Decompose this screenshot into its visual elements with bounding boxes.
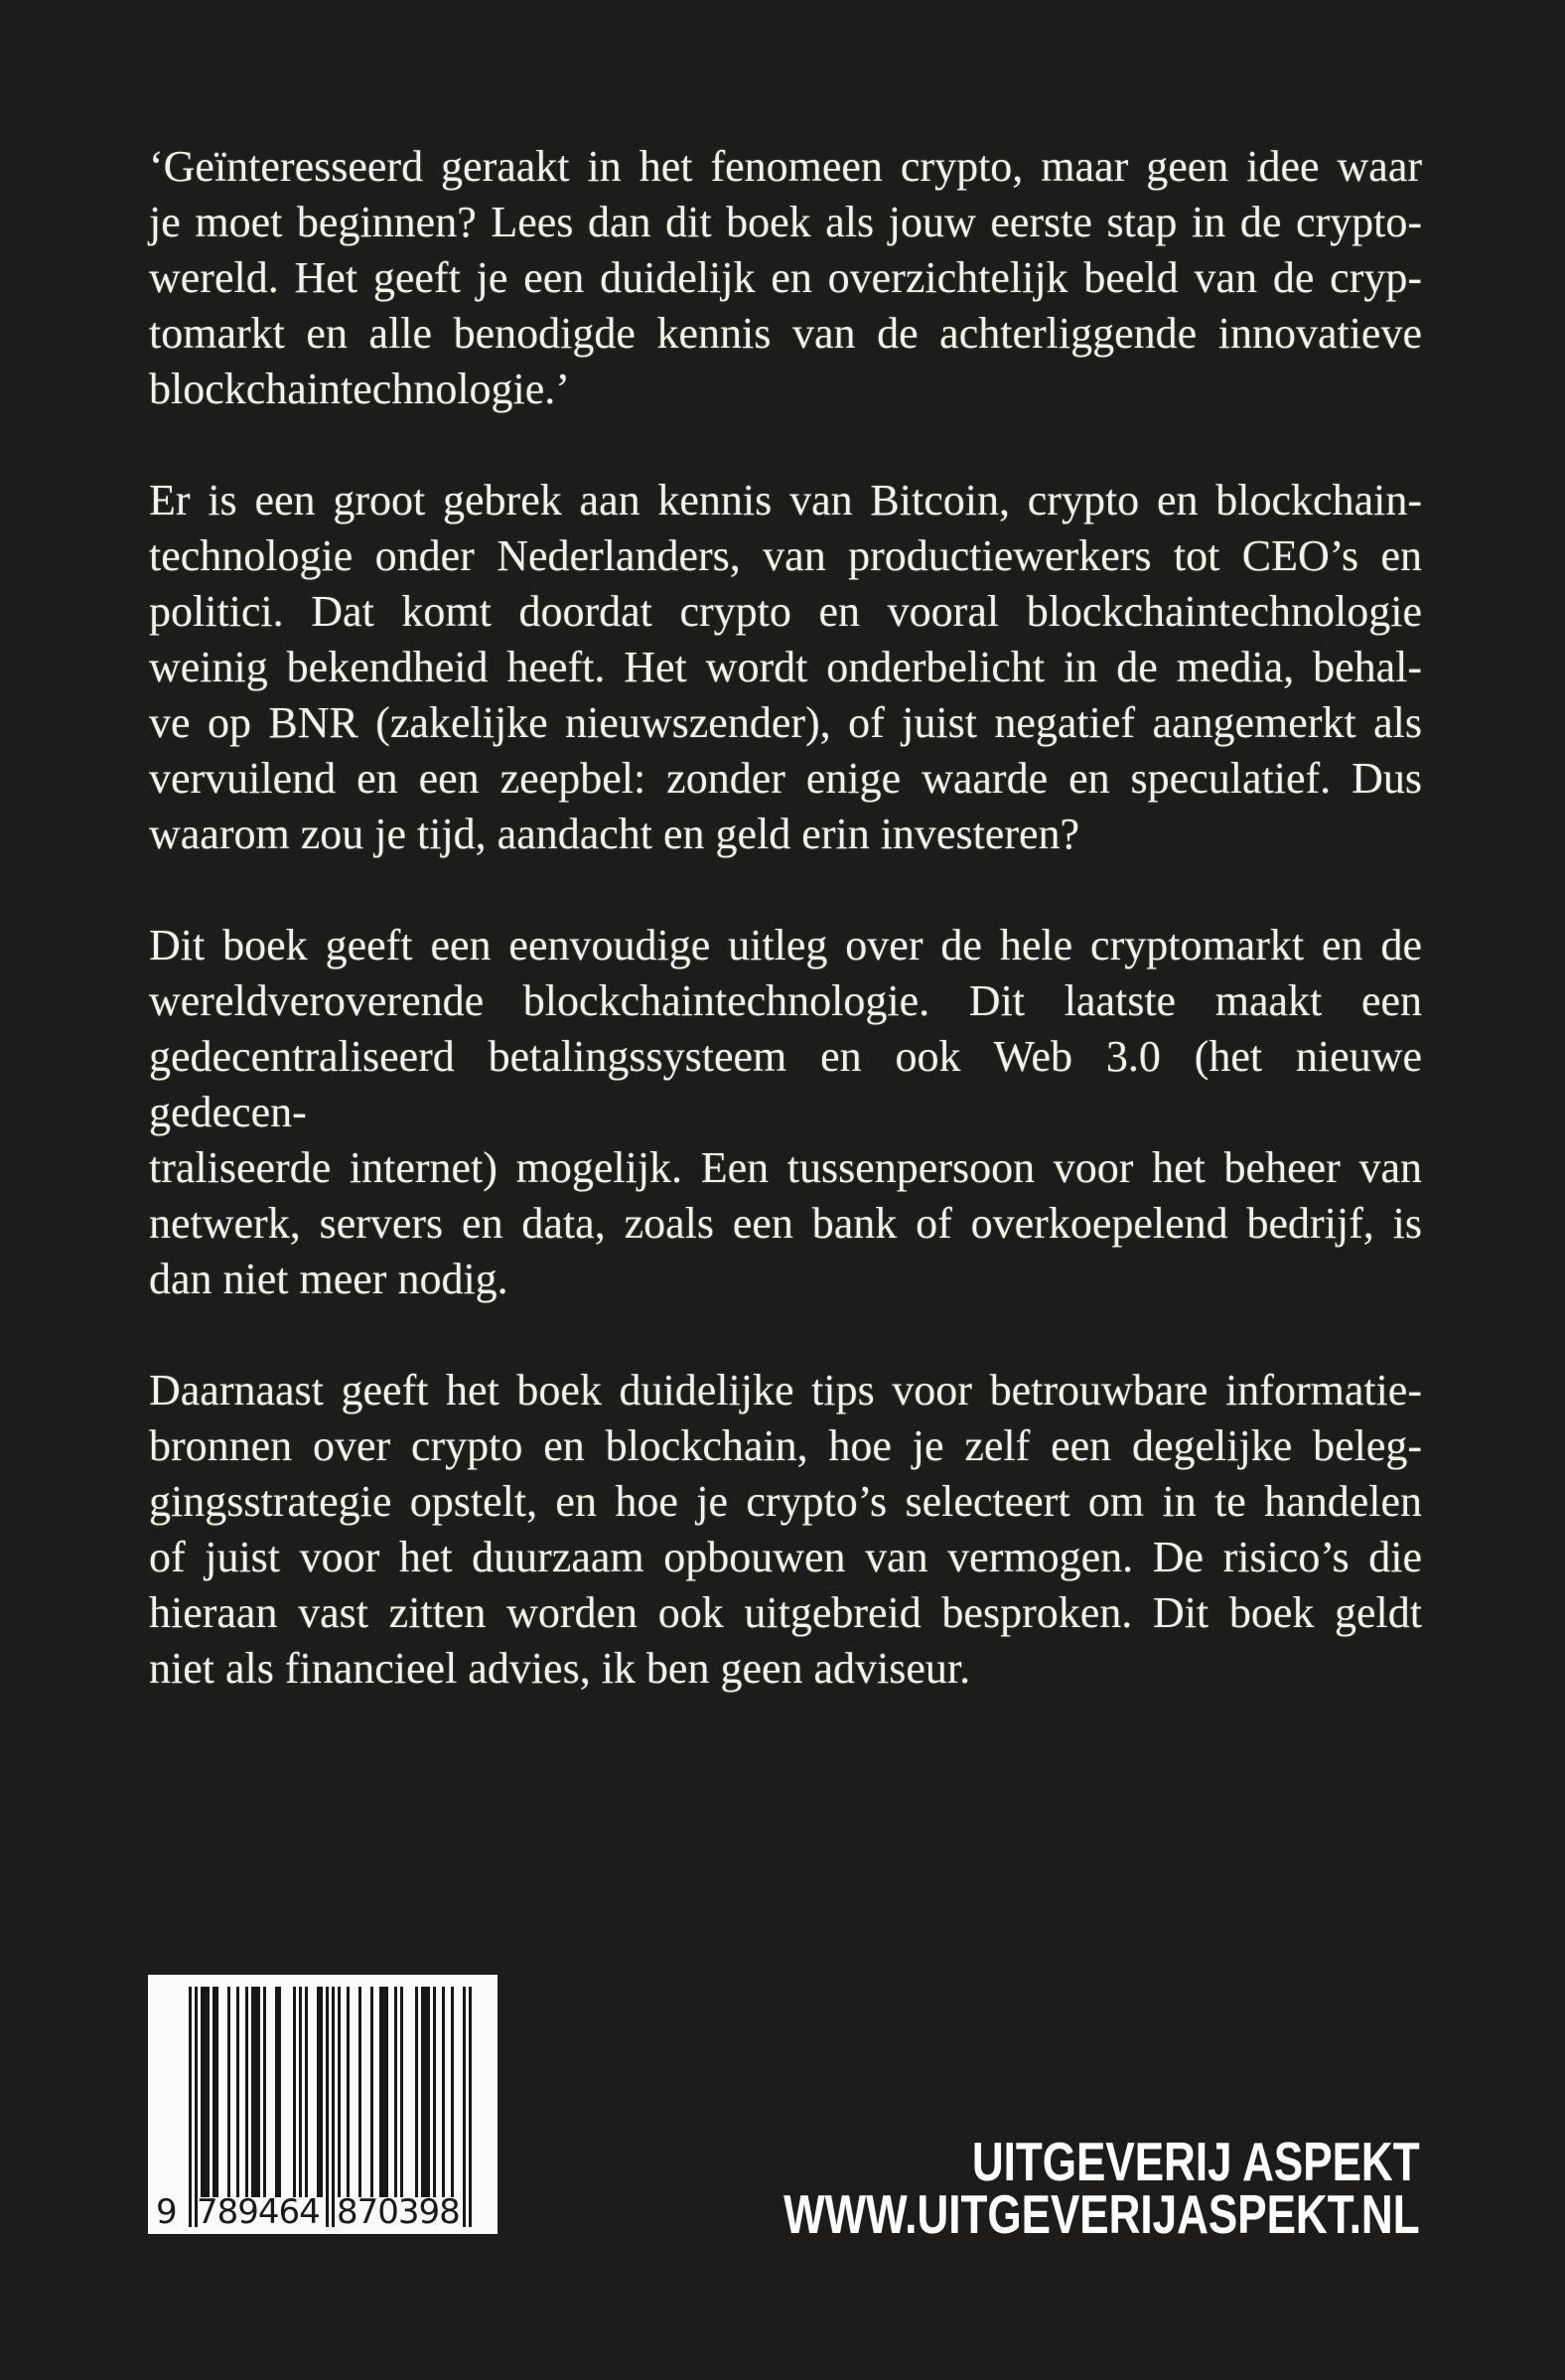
text-line: weinig bekendheid heeft. Het wordt onderbelicht in de media, behal-: [149, 643, 1422, 691]
text-line: hieraan vast zitten worden ook uitgebreid besproken. Dit boek geldt: [149, 1588, 1422, 1637]
barcode-digits-left: 789464: [197, 2192, 320, 2232]
blurb-text: [149, 139, 1422, 1697]
text-line: wereldveroverende blockchaintechnologie. Dit laatste maakt een: [149, 976, 1422, 1025]
publisher-name: UITGEVERIJ ASPEKT: [972, 2131, 1420, 2192]
text-line: netwerk, servers en data, zoals een bank of overkoepelend bedrijf, is: [149, 1199, 1422, 1248]
publisher-website: WWW.UITGEVERIJASPEKT.NL: [783, 2183, 1420, 2245]
text-line: wereld. Het geeft je een duidelijk en overzichtelijk beeld van de cryp-: [149, 253, 1422, 302]
text-line: vervuilend en een zeepbel: zonder enige waarde en speculatief. Dus: [149, 754, 1422, 803]
paragraph: [149, 918, 1422, 1307]
text-line: technologie onder Nederlanders, van productiewerkers tot CEO’s en: [149, 531, 1422, 580]
text-line: of juist voor het duurzaam opbouwen van vermogen. De risico’s die: [149, 1533, 1422, 1581]
text-line: je moet beginnen? Lees dan dit boek als jouw eerste stap in de crypto-: [149, 198, 1422, 246]
text-line: gingsstrategie opstelt, en hoe je crypto’s selecteert om in te handelen: [149, 1477, 1422, 1526]
text-line: ‘Geïnteresseerd geraakt in het fenomeen crypto, maar geen idee waar: [149, 142, 1422, 191]
text-line: traliseerde internet) mogelijk. Een tussenpersoon voor het beheer van: [149, 1143, 1422, 1192]
text-line: tomarkt en alle benodigde kennis van de achterliggende innovatieve: [149, 309, 1422, 358]
publisher-block: [783, 2131, 1420, 2245]
text-line: ve op BNR (zakelijke nieuwszender), of juist negatief aangemerkt als: [149, 698, 1422, 747]
text-line: gedecentraliseerd betalingssysteem en ook Web 3.0 (het nieuwe gedecen-: [149, 1032, 1422, 1136]
barcode-digit-lead: 9: [156, 2192, 178, 2232]
paragraph: [149, 1363, 1422, 1697]
paragraph: [149, 473, 1422, 862]
text-line: Er is een groot gebrek aan kennis van Bitcoin, crypto en blockchain-: [149, 476, 1422, 524]
paragraph: [149, 139, 1422, 417]
text-line: politici. Dat komt doordat crypto en vooral blockchaintechnologie: [149, 587, 1422, 636]
barcode: [148, 1975, 498, 2234]
barcode-digits-right: 870398: [337, 2192, 460, 2232]
text-line: Daarnaast geeft het boek duidelijke tips voor betrouwbare informatie-: [149, 1366, 1422, 1414]
barcode-bars-icon: [189, 1987, 472, 2232]
text-line: niet als financieel advies, ik ben geen adviseur.: [149, 1644, 971, 1693]
text-line: blockchaintechnologie.’: [149, 365, 570, 413]
text-line: bronnen over crypto en blockchain, hoe je zelf een degelijke beleg-: [149, 1421, 1422, 1470]
text-line: Dit boek geeft een eenvoudige uitleg over de hele cryptomarkt en de: [149, 921, 1422, 969]
text-line: waarom zou je tijd, aandacht en geld erin investeren?: [149, 810, 1080, 858]
text-line: dan niet meer nodig.: [149, 1255, 508, 1303]
